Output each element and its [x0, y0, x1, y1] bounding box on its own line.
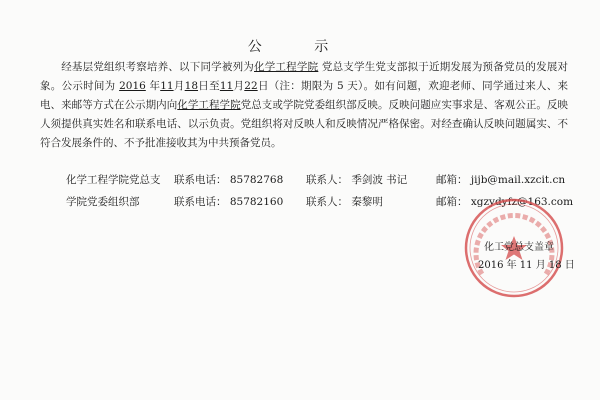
notice-text: 党总支或学院党委组织部反映。反映问题应实事求是、客观公正。反映人须提供真实姓名和联系电话、以示负责。党组织将对反映人和反映情况严格保密。对经查确认反映问题属实、不符合发展条件的、不予批准接收其为中共预备党员。 [40, 99, 569, 149]
signature-org: 化工党总支盖章 [484, 242, 554, 253]
notice-text: 日至 [198, 80, 220, 92]
month: 11 [219, 80, 234, 92]
contact-email: 邮箱： xgzydyfz@163.com [436, 196, 574, 208]
contact-phone: 联系电话： 85782160 [174, 196, 284, 208]
contact-phone: 联系电话： 85782768 [174, 174, 284, 186]
month: 11 [160, 80, 174, 92]
college-name: 化学工程学院 [177, 99, 241, 111]
day: 18 [184, 80, 199, 92]
contact-person: 联系人： 秦黎明 [306, 196, 383, 208]
notice-text: 公示时间为 [61, 80, 116, 92]
day: 22 [244, 80, 258, 92]
notice-text: 经基层党组织考察培养、以下同学被列为 [61, 61, 255, 73]
notice-text: 党总支学生党支部拟于近期发展为预备党员的发展对象。 [40, 61, 569, 92]
college-name: 化学工程学院 [254, 61, 319, 73]
signature-date: 2016 年 11 月 18 日 [478, 260, 575, 271]
year: 2016 [119, 80, 146, 92]
notice-body [40, 58, 568, 153]
notice-title: 公 示 [247, 39, 353, 55]
contact-email: 邮箱： jijb@mail.xzcit.cn [436, 174, 566, 186]
notice-text: 月 [173, 80, 185, 92]
notice-text: 日（注：期限为 5 天）。如有问题，欢迎老师、同学通过来人、来电、来邮等方式在公示期内向 [40, 80, 569, 111]
contact-org: 化学工程学院党总支 [66, 174, 161, 186]
notice-text: 年 [149, 80, 161, 92]
contact-org: 学院党委组织部 [66, 196, 140, 208]
contact-person: 联系人： 季剑波 书记 [306, 174, 408, 186]
notice-text: 月 [233, 80, 245, 92]
